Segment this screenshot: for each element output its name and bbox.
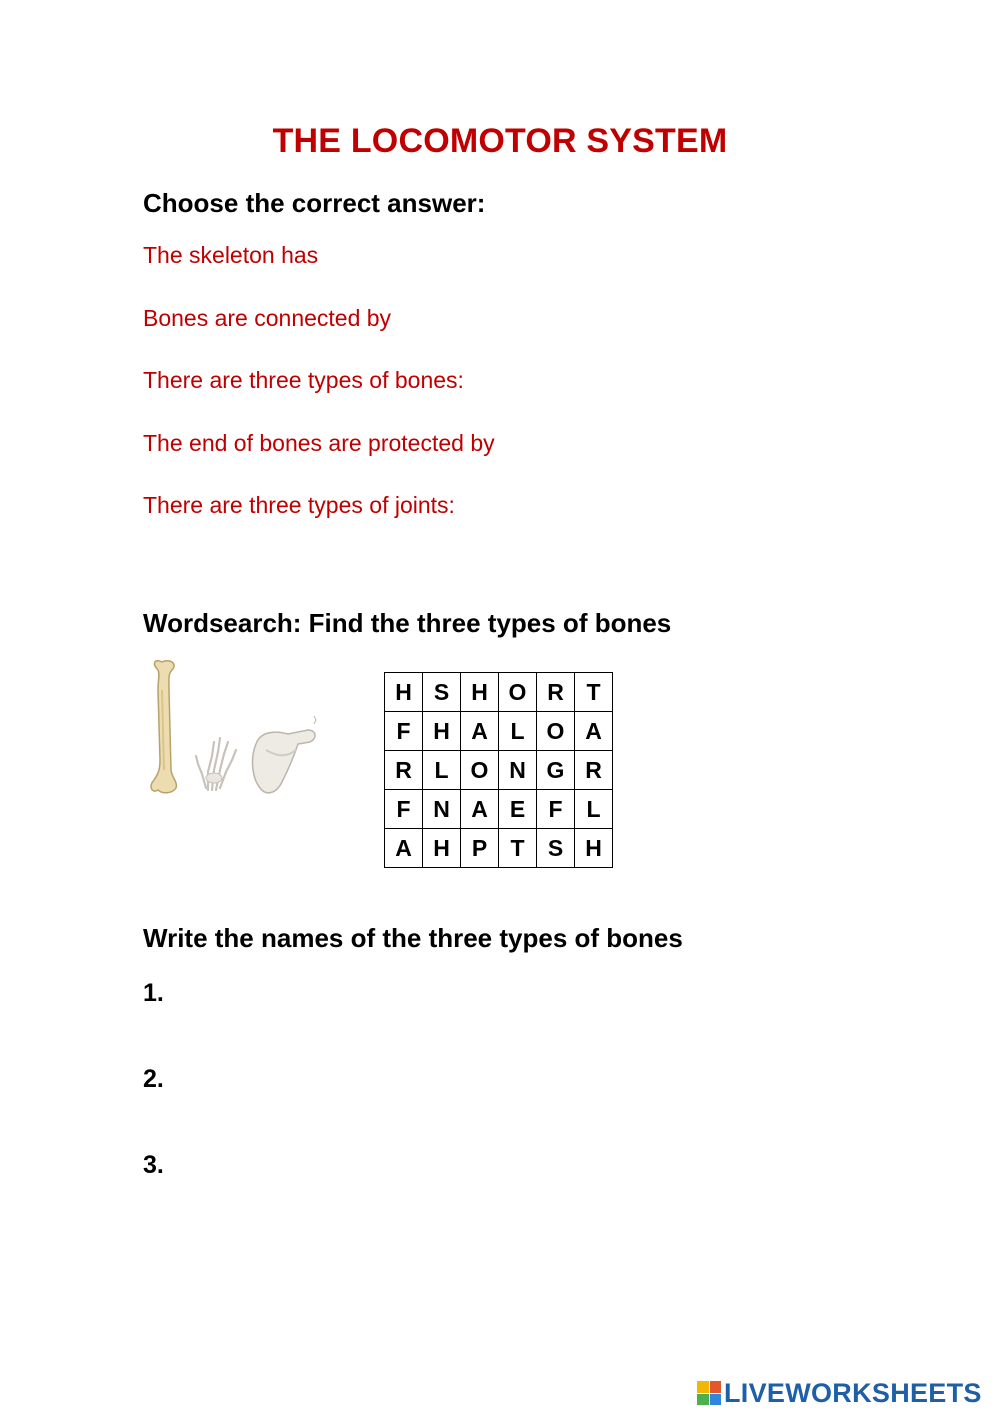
bones-illustration: [148, 660, 323, 800]
wordsearch-cell[interactable]: F: [537, 790, 575, 829]
wordsearch-cell[interactable]: A: [575, 712, 613, 751]
section-heading-write-names: Write the names of the three types of bones: [143, 923, 683, 953]
question-skeleton: The skeleton has: [143, 242, 319, 268]
question-types-of-bones: There are three types of bones:: [143, 367, 464, 393]
wordsearch-cell[interactable]: L: [575, 790, 613, 829]
liveworksheets-logo-icon: [697, 1381, 721, 1405]
wordsearch-cell[interactable]: T: [575, 673, 613, 712]
answer-number-3: 3.: [143, 1151, 164, 1179]
wordsearch-cell[interactable]: H: [461, 673, 499, 712]
wordsearch-cell[interactable]: G: [537, 751, 575, 790]
wordsearch-cell[interactable]: T: [499, 829, 537, 868]
wordsearch-cell[interactable]: O: [461, 751, 499, 790]
wordsearch-cell[interactable]: F: [385, 790, 423, 829]
wordsearch-cell[interactable]: N: [423, 790, 461, 829]
flat-bone-scapula-image: [253, 716, 316, 793]
wordsearch-row: [385, 673, 613, 712]
wordsearch-cell[interactable]: L: [499, 712, 537, 751]
question-bones-connected: Bones are connected by: [143, 305, 392, 331]
wordsearch-cell[interactable]: E: [499, 790, 537, 829]
wordsearch-cell[interactable]: S: [537, 829, 575, 868]
liveworksheets-logo: [697, 1376, 982, 1410]
wordsearch-cell[interactable]: O: [499, 673, 537, 712]
wordsearch-cell[interactable]: A: [461, 790, 499, 829]
wordsearch-cell[interactable]: L: [423, 751, 461, 790]
long-bone-femur-image: [151, 661, 176, 793]
wordsearch-cell[interactable]: A: [461, 712, 499, 751]
wordsearch-row: [385, 712, 613, 751]
wordsearch-cell[interactable]: R: [575, 751, 613, 790]
wordsearch-cell[interactable]: R: [385, 751, 423, 790]
wordsearch-cell[interactable]: N: [499, 751, 537, 790]
wordsearch-cell[interactable]: H: [385, 673, 423, 712]
liveworksheets-logo-text: LIVEWORKSHEETS: [724, 1377, 982, 1408]
wordsearch-cell[interactable]: P: [461, 829, 499, 868]
question-bone-ends: The end of bones are protected by: [143, 430, 495, 456]
wordsearch-cell[interactable]: F: [385, 712, 423, 751]
question-types-of-joints: There are three types of joints:: [143, 492, 455, 518]
wordsearch-row: [385, 790, 613, 829]
wordsearch-grid: [384, 672, 613, 868]
wordsearch-row: [385, 829, 613, 868]
section-heading-choose: Choose the correct answer:: [143, 188, 486, 218]
wordsearch-cell[interactable]: H: [575, 829, 613, 868]
wordsearch-cell[interactable]: H: [423, 712, 461, 751]
section-heading-wordsearch: Wordsearch: Find the three types of bones: [143, 608, 672, 638]
wordsearch-cell[interactable]: H: [423, 829, 461, 868]
page-title: THE LOCOMOTOR SYSTEM: [272, 122, 728, 160]
wordsearch-cell[interactable]: O: [537, 712, 575, 751]
answer-number-2: 2.: [143, 1065, 164, 1093]
wordsearch-row: [385, 751, 613, 790]
short-bones-hand-image: [196, 738, 236, 790]
wordsearch-cell[interactable]: S: [423, 673, 461, 712]
answer-number-1: 1.: [143, 979, 164, 1007]
wordsearch-cell[interactable]: A: [385, 829, 423, 868]
wordsearch-cell[interactable]: R: [537, 673, 575, 712]
